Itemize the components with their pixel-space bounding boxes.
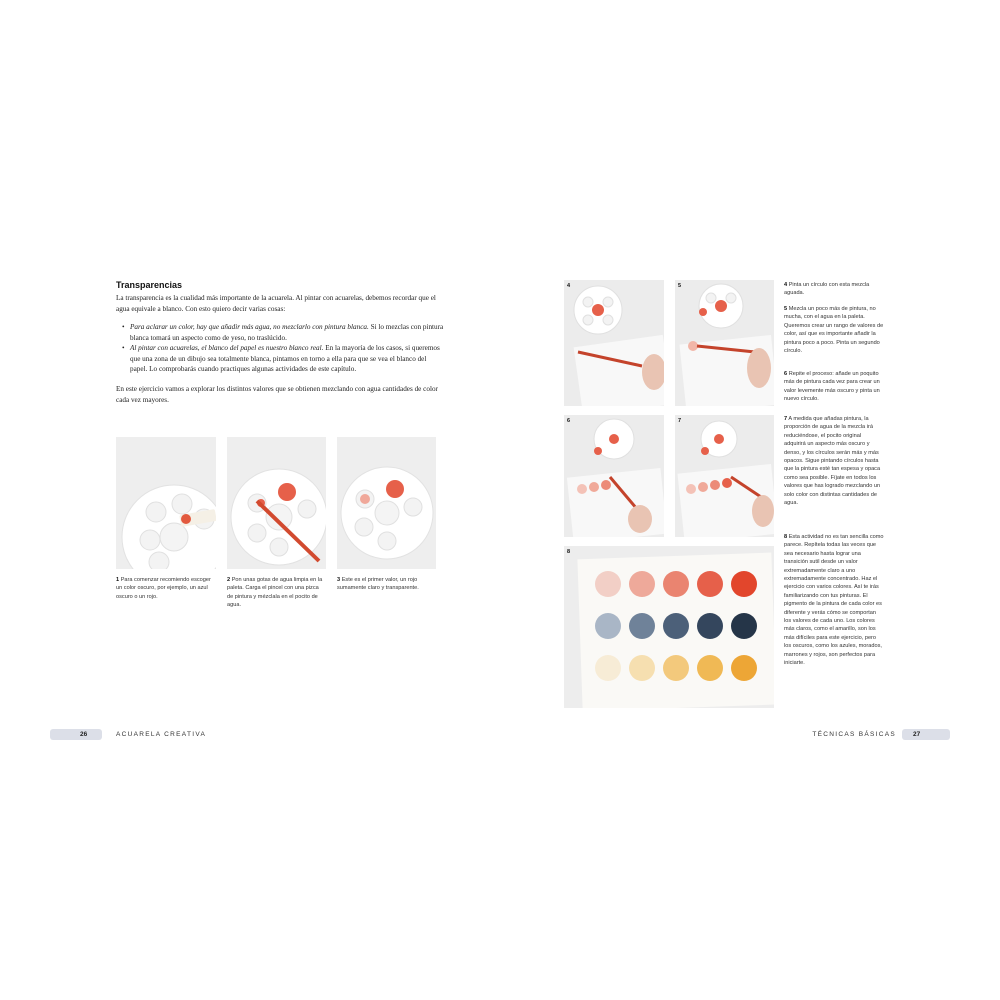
bullet-item	[124, 322, 444, 343]
photo-label-4: 4	[567, 283, 571, 289]
caption-step-2	[227, 576, 326, 610]
caption-number: 3	[337, 577, 341, 583]
photo-step-7	[675, 415, 774, 537]
swatch-blue-3	[663, 613, 689, 639]
step-caption-8	[784, 533, 884, 668]
swatch-red-4	[697, 571, 723, 597]
paintbrush-icon	[227, 437, 326, 569]
photo-step-5	[675, 280, 774, 406]
photo-step-4	[564, 280, 664, 406]
caption-text: Para comenzar recomiendo escoger un color oscuro, por ejemplo, un azul oscuro o un rojo.	[116, 577, 211, 600]
step-text: Mezcla un poco más de pintura, no mucha, con el agua en la paleta. Queremos crear un rango de valores de color, así que es importante añadir la pintura poco a poco. Pinta un segundo círculo.	[784, 306, 884, 355]
folio-band-right	[902, 729, 950, 740]
step-number: 7	[784, 416, 788, 422]
swatch-yellow-3	[663, 655, 689, 681]
step-caption-7	[784, 415, 884, 507]
step-text: A medida que añadas pintura, la proporción de agua de la mezcla irá reduciéndose, el pocito original adquirirá un aspecto más oscuro y denso, y los círculos serán más y más opacos. Sigue pintando círculos hasta que la pintura esté tan espesa y opaca como sea posible. Fíjate en todos los valores que has logrado mezclando un solo color con distintas cantidades de agua.	[784, 416, 881, 507]
photo-label-8: 8	[567, 549, 571, 555]
swatch-blue-5	[731, 613, 757, 639]
swatch-yellow-4	[697, 655, 723, 681]
step-text: Pinta un círculo con esta mezcla aguada.	[784, 282, 870, 297]
step-text: Repite el proceso: añade un poquito más de pintura cada vez para crear un valor levemente más oscuro y pinta un nuevo círculo.	[784, 371, 880, 403]
exercise-paragraph: En este ejercicio vamos a explorar los distintos valores que se obtienen mezclando con agua cantidades de color cada vez mayores.	[116, 385, 438, 404]
caption-number: 2	[227, 577, 231, 583]
section-heading: Transparencias	[116, 280, 183, 290]
running-head-left: ACUARELA CREATIVA	[116, 731, 207, 738]
caption-text: Pon unas gotas de agua limpia en la paleta. Carga el pincel con una pizca de pintura y mézclala en el pocito de agua.	[227, 577, 323, 609]
step-number: 8	[784, 534, 788, 540]
step-caption-5	[784, 305, 884, 355]
swatch-red-2	[629, 571, 655, 597]
swatch-red-5	[731, 571, 757, 597]
swatch-blue-4	[697, 613, 723, 639]
step-number: 4	[784, 282, 788, 288]
paintbrush-icon	[564, 415, 664, 537]
photo-step-2	[227, 437, 326, 569]
watercolor-swatches	[564, 546, 774, 708]
swatch-yellow-5	[731, 655, 757, 681]
caption-step-3	[337, 576, 436, 593]
swatch-yellow-1	[595, 655, 621, 681]
paintbrush-icon	[675, 280, 774, 406]
photo-step-3	[337, 437, 436, 569]
photo-step-6	[564, 415, 664, 537]
swatch-red-3	[663, 571, 689, 597]
bullet-emphasis: Al pintar con acuarelas, el blanco del papel es nuestro blanco real.	[130, 344, 324, 353]
swatch-yellow-2	[629, 655, 655, 681]
paint-palette-icon	[116, 437, 216, 569]
paintbrush-icon	[675, 415, 774, 537]
bullet-item	[124, 343, 444, 375]
step-caption-6	[784, 370, 884, 404]
caption-text: Este es el primer valor, un rojo sumamente claro y transparente.	[337, 577, 419, 592]
bullet-list	[124, 322, 444, 375]
step-number: 5	[784, 306, 788, 312]
bullet-emphasis: Para aclarar un color, hay que añadir más agua, no mezclarlo con pintura blanca.	[130, 323, 369, 331]
step-caption-4	[784, 281, 884, 298]
photo-label-6: 6	[567, 418, 571, 424]
folio-band-left	[50, 729, 102, 740]
caption-number: 1	[116, 577, 120, 583]
photo-label-5: 5	[678, 283, 682, 289]
bullet-text: En la mayoría de los casos, si queremos que una zona de un dibujo sea totalmente blanca, pintamos en torno a ella para que se vea el blanco del papel. Lo comprobarás cuando practiques algunas actividades de este capítulo.	[130, 344, 440, 374]
paint-palette-icon	[337, 437, 436, 569]
intro-paragraph: La transparencia es la cualidad más importante de la acuarela. Al pintar con acuarelas, debemos recordar que el agua equivale a blanco. Con esto quiero decir varias cosas:	[116, 294, 436, 313]
paint-palette-icon	[564, 280, 664, 406]
swatch-blue-2	[629, 613, 655, 639]
caption-step-1	[116, 576, 216, 601]
photo-label-7: 7	[678, 418, 682, 424]
page-number-left: 26	[80, 731, 88, 738]
photo-step-8	[564, 546, 774, 708]
page-number-right: 27	[913, 731, 921, 738]
step-number: 6	[784, 371, 788, 377]
bullet-text: Si lo mezclas con pintura blanca tomará un aspecto como de yeso, no traslúcido.	[130, 323, 444, 342]
photo-step-1	[116, 437, 216, 569]
swatch-red-1	[595, 571, 621, 597]
swatch-blue-1	[595, 613, 621, 639]
step-text: Esta actividad no es tan sencilla como parece. Repítela todas las veces que sea necesario hasta lograr una transición sutil desde un valor extremadamente claro a uno extremadamente concentrado. Haz el ejercicio con varios colores. Así te irás familiarizando con tus pinturas. El pigmento de la pintura de cada color es diferente y verás cómo se comportan los valores de cada uno. Los colores más claros, como el amarillo, son los más difíciles para este ejercicio, pero los oscuros, como los azules, morados, marrones y rojos, son perfectos para iniciarte.	[784, 534, 884, 667]
running-head-right: TÉCNICAS BÁSICAS	[812, 731, 896, 738]
